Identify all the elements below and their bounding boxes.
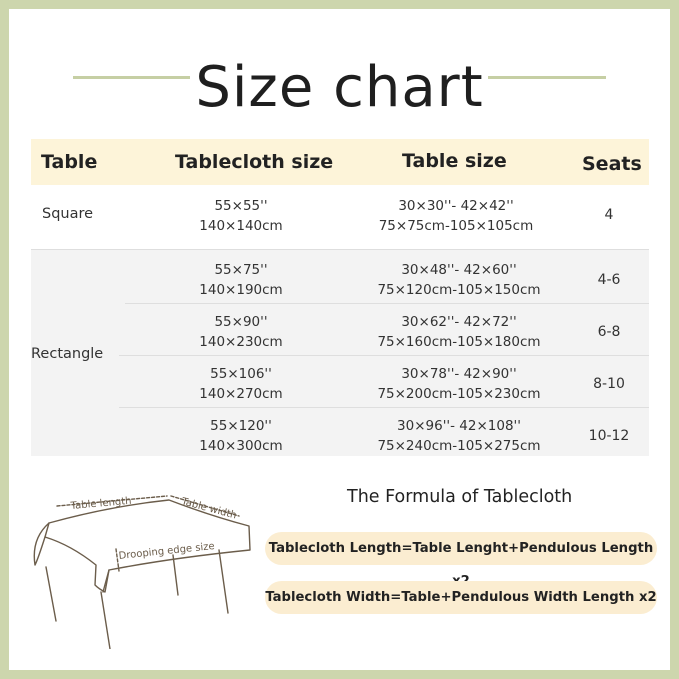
diagram-drop-label: Drooping edge size <box>118 540 216 562</box>
size-inches: 30×48''- 42×60'' <box>401 262 517 278</box>
page-title: Size chart <box>195 55 484 120</box>
cloth-inches: 55×120'' <box>210 418 272 434</box>
row-divider <box>119 355 649 356</box>
formula-length-pill: Tablecloth Length=Table Lenght+Pendulous Length <box>265 532 657 565</box>
table-leg <box>46 567 56 621</box>
row-divider <box>125 303 649 304</box>
size-chart-card <box>9 9 670 670</box>
size-cm: 75×75cm-105×105cm <box>378 218 534 234</box>
table-leg <box>219 550 228 613</box>
rect-cloth-size <box>181 312 301 352</box>
rect-cloth-size <box>181 416 301 456</box>
cloth-cm: 140×230cm <box>199 334 283 350</box>
table-row-square <box>31 185 649 249</box>
diagram-length-label: Table length <box>70 495 132 512</box>
diagram-width-label: Table width <box>180 496 238 522</box>
size-inches: 30×96''- 42×108'' <box>397 418 521 434</box>
cloth-inches: 55×106'' <box>210 366 272 382</box>
size-cm: 75×160cm-105×180cm <box>377 334 541 350</box>
cloth-cm: 140×190cm <box>199 282 283 298</box>
header-seats: Seats <box>582 153 642 175</box>
size-inches: 30×30''- 42×42'' <box>398 198 514 214</box>
header-tablecloth-size: Tablecloth size <box>175 151 334 173</box>
square-seats: 4 <box>604 207 614 223</box>
rectangle-group <box>31 250 649 456</box>
size-cm: 75×200cm-105×230cm <box>377 386 541 402</box>
rect-seats: 4-6 <box>597 272 621 288</box>
rect-table-size <box>369 416 549 456</box>
rect-cloth-size <box>181 364 301 404</box>
rect-table-size <box>369 312 549 352</box>
table-leg <box>101 592 110 649</box>
header-table-size: Table size <box>402 150 507 172</box>
cloth-cm: 140×140cm <box>199 218 283 234</box>
cloth-cm: 140×270cm <box>199 386 283 402</box>
rect-seats: 8-10 <box>593 376 625 392</box>
square-table-size <box>371 196 541 236</box>
square-cloth-size <box>181 196 301 236</box>
row-divider <box>119 407 649 408</box>
header-table: Table <box>41 151 98 173</box>
table-leg <box>173 555 178 595</box>
cloth-inches: 55×90'' <box>214 314 268 330</box>
table-header <box>31 139 649 185</box>
size-inches: 30×78''- 42×90'' <box>401 366 517 382</box>
formula-width-pill: Tablecloth Width=Table+Pendulous Width Length x2 <box>265 581 657 614</box>
size-inches: 30×62''- 42×72'' <box>401 314 517 330</box>
size-cm: 75×120cm-105×150cm <box>377 282 541 298</box>
table-diagram <box>21 479 261 649</box>
row-label-square: Square <box>42 206 94 222</box>
title-divider-right <box>488 76 606 79</box>
rect-seats: 6-8 <box>597 324 621 340</box>
formula-title: The Formula of Tablecloth <box>347 487 573 507</box>
cloth-cm: 140×300cm <box>199 438 283 454</box>
size-cm: 75×240cm-105×275cm <box>377 438 541 454</box>
cloth-inches: 55×55'' <box>214 198 268 214</box>
rect-cloth-size <box>181 260 301 300</box>
rect-table-size <box>369 260 549 300</box>
rect-seats: 10-12 <box>588 428 630 444</box>
rect-table-size <box>369 364 549 404</box>
row-label-rectangle: Rectangle <box>31 346 104 362</box>
cloth-inches: 55×75'' <box>214 262 268 278</box>
